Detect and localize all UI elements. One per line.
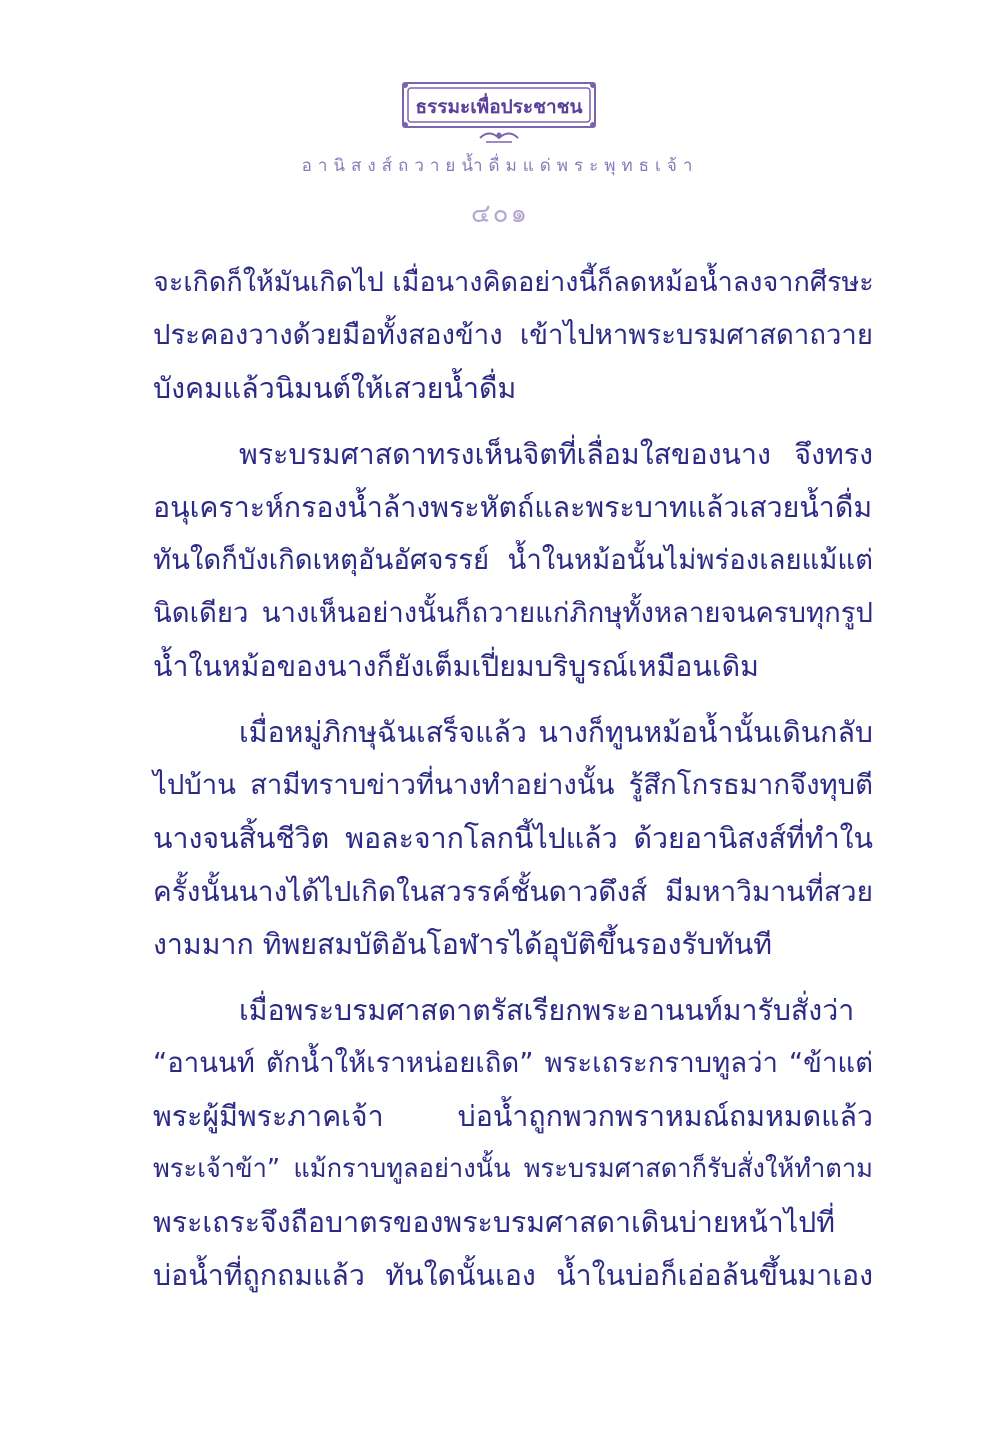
paragraph bbox=[153, 984, 873, 1302]
text-line: น้ำในหม้อของนางก็ยังเต็มเปี่ยมบริบูรณ์เหมือนเดิม bbox=[153, 650, 759, 683]
running-title: อานิสงส์ถวายน้ำดื่มแด่พระพุทธเจ้า bbox=[301, 156, 699, 176]
text-line: ครั้งนั้นนางได้ไปเกิดในสวรรค์ชั้นดาวดึงส์ มีมหาวิมานที่สวย bbox=[153, 875, 873, 908]
publisher-logo bbox=[400, 80, 598, 152]
text-line: บังคมแล้วนิมนต์ให้เสวยน้ำดื่ม bbox=[153, 372, 517, 405]
text-line: งามมาก ทิพยสมบัติอันโอฬารได้อุบัติขึ้นรองรับทันที bbox=[153, 928, 772, 961]
text-line: เมื่อหมู่ภิกษุฉันเสร็จแล้ว นางก็ทูนหม้อน้ำนั้นเดินกลับ bbox=[239, 716, 873, 749]
paragraph bbox=[153, 706, 873, 971]
text-line: ทันใดก็บังเกิดเหตุอันอัศจรรย์ น้ำในหม้อนั้นไม่พร่องเลยแม้แต่ bbox=[153, 544, 873, 576]
paragraph bbox=[153, 256, 873, 415]
text-line: นิดเดียว นางเห็นอย่างนั้นก็ถวายแก่ภิกษุทั้งหลายจนครบทุกรูป bbox=[153, 597, 873, 629]
text-line: จะเกิดก็ให้มันเกิดไป เมื่อนางคิดอย่างนี้ก็ลดหม้อน้ำลงจากศีรษะ bbox=[153, 267, 874, 298]
text-line: พระผู้มีพระภาคเจ้า บ่อน้ำถูกพวกพราหมณ์ถมหมดแล้ว bbox=[153, 1100, 873, 1133]
text-line: ไปบ้าน สามีทราบข่าวที่นางทำอย่างนั้น รู้สึกโกรธมากจึงทุบตี bbox=[153, 769, 873, 801]
text-line: “อานนท์ ตักน้ำให้เราหน่อยเถิด” พระเถระกราบทูลว่า “ข้าแต่ bbox=[153, 1047, 873, 1079]
text-line: พระเจ้าข้า” แม้กราบทูลอย่างนั้น พระบรมศาสดาก็รับสั่งให้ทำตาม bbox=[153, 1154, 873, 1184]
text-line: บ่อน้ำที่ถูกถมแล้ว ทันใดนั้นเอง น้ำในบ่อก็เอ่อล้นขึ้นมาเอง bbox=[153, 1259, 873, 1292]
text-line: เมื่อพระบรมศาสดาตรัสเรียกพระอานนท์มารับสั่งว่า bbox=[239, 994, 855, 1027]
body-text bbox=[153, 256, 873, 1315]
text-line: พระบรมศาสดาทรงเห็นจิตที่เลื่อมใสของนาง จึงทรง bbox=[239, 438, 873, 471]
text-line: พระเถระจึงถือบาตรของพระบรมศาสดาเดินบ่ายหน้าไปที่ bbox=[153, 1206, 836, 1239]
page-number: ๔๐๑ bbox=[470, 199, 530, 229]
publisher-logo-frame bbox=[400, 80, 598, 152]
logo-text: ธรรมะเพื่อประชาชน bbox=[415, 96, 583, 118]
paragraph bbox=[153, 428, 873, 693]
text-line: นางจนสิ้นชีวิต พอละจากโลกนี้ไปแล้ว ด้วยอานิสงส์ที่ทำใน bbox=[153, 822, 873, 855]
text-line: อนุเคราะห์กรองน้ำล้างพระหัตถ์และพระบาทแล้วเสวยน้ำดื่ม bbox=[153, 491, 873, 524]
text-line: ประคองวางด้วยมือทั้งสองข้าง เข้าไปหาพระบรมศาสดาถวาย bbox=[153, 319, 873, 351]
